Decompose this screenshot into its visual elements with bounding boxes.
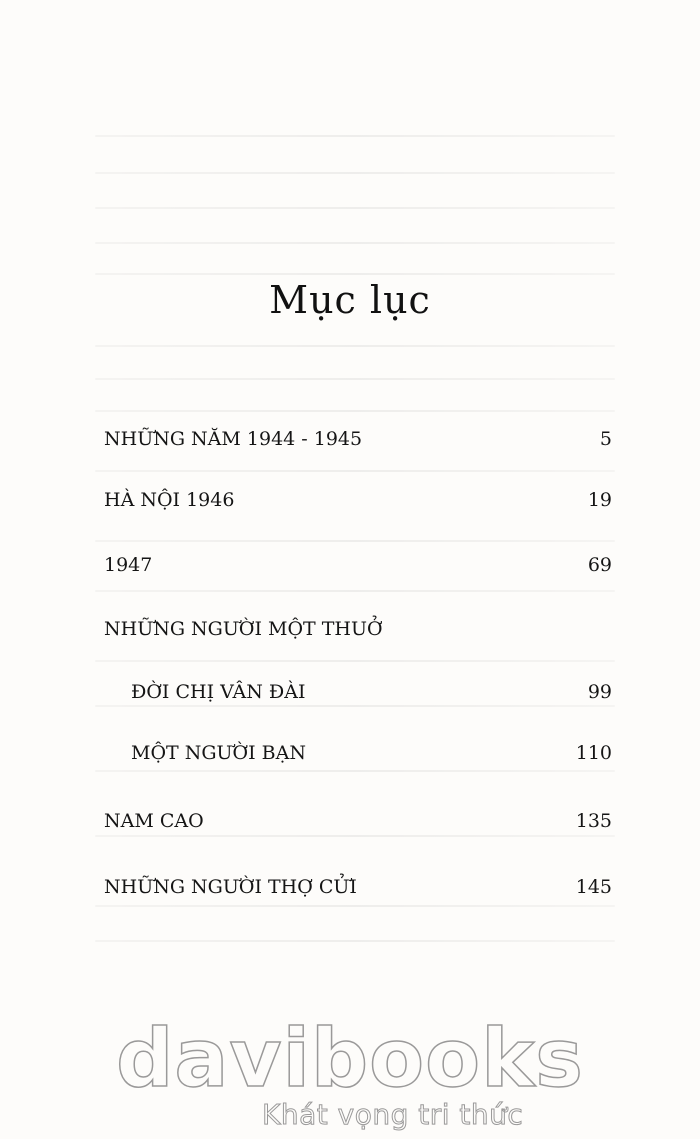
toc-entry[interactable] [104,489,612,523]
bleed-through-line [95,660,615,662]
toc-entry-page: 135 [575,810,612,832]
toc-entry[interactable] [104,810,612,844]
toc-entry[interactable] [131,742,612,776]
toc-entry-label: NHỮNG NĂM 1944 - 1945 [104,428,363,450]
watermark-slogan: Khát vọng tri thức [262,1098,524,1131]
bleed-through-line [95,940,615,942]
toc-section-heading [104,618,612,652]
toc-entry[interactable] [104,554,612,588]
toc-entry-page: 69 [587,554,612,576]
toc-entry[interactable] [104,428,612,462]
toc-entry-label: 1947 [104,554,153,576]
toc-entry-page: 145 [575,876,612,898]
toc-entry-label: ĐỜI CHỊ VÂN ĐÀI [131,681,306,703]
toc-entry[interactable] [104,876,612,910]
toc-entry-label: NHỮNG NGƯỜI MỘT THUỞ [104,618,383,640]
bleed-through-line [95,207,615,209]
toc-entry-label: MỘT NGƯỜI BẠN [131,742,306,764]
bleed-through-line [95,345,615,347]
toc-entry-page: 110 [575,742,612,764]
bleed-through-line [95,410,615,412]
watermark-brand: davibooks [116,1012,584,1105]
toc-entry-label: NAM CAO [104,810,204,832]
bleed-through-line [95,135,615,137]
bleed-through-line [95,378,615,380]
toc-entry-label: HÀ NỘI 1946 [104,489,235,511]
bleed-through-line [95,590,615,592]
bleed-through-line [95,273,615,275]
bleed-through-line [95,540,615,542]
toc-entry-label: NHỮNG NGƯỜI THỢ CỬI [104,876,357,898]
bleed-through-line [95,172,615,174]
toc-entry-page: 99 [587,681,612,703]
toc-entry[interactable] [131,681,612,715]
toc-entry-page: 5 [599,428,612,450]
page-title: Mục lục [269,278,431,322]
toc-entry-page: 19 [587,489,612,511]
bleed-through-line [95,470,615,472]
bleed-through-line [95,242,615,244]
